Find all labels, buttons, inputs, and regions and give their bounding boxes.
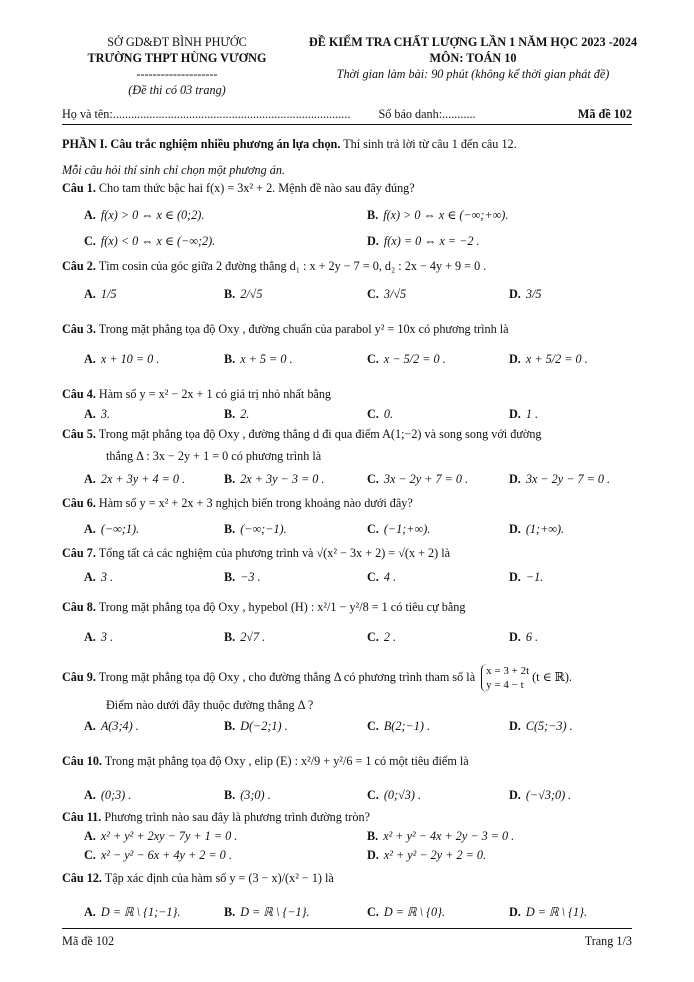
footer: [62, 934, 632, 952]
option-letter: C.: [367, 352, 379, 366]
option-letter: D.: [509, 719, 521, 733]
option-d[interactable]: [509, 785, 571, 805]
option-d[interactable]: [509, 284, 541, 304]
option-text: f(x) = 0 ⇔ x = −2 .: [383, 234, 480, 248]
question-text: Trong mặt phẳng tọa độ Oxy , elip (E) : x²/9 + y²/6 = 1 có một tiêu điểm là: [104, 754, 469, 768]
question-label: Câu 12.: [62, 871, 102, 885]
option-text: 3/5: [525, 287, 542, 301]
option-text: 1 .: [525, 407, 539, 421]
question-2: [62, 259, 642, 274]
question-label: Câu 10.: [62, 754, 102, 768]
option-c[interactable]: [367, 404, 393, 424]
option-text: (0;√3) .: [383, 788, 422, 802]
option-a[interactable]: [84, 519, 139, 539]
option-c[interactable]: [367, 567, 396, 587]
footer-page: Trang 1/3: [584, 934, 632, 948]
option-letter: C.: [367, 407, 379, 421]
options-row: [62, 716, 642, 740]
options-row: [62, 902, 642, 926]
option-a[interactable]: [84, 826, 237, 846]
option-text: D = ℝ \ {−1}.: [240, 905, 310, 919]
param-eq-y: y = 4 − t: [486, 679, 524, 691]
option-letter: B.: [224, 407, 236, 421]
name-field[interactable]: ..............................................................................: [112, 107, 351, 121]
option-text: 2/√5: [240, 287, 263, 301]
header-rule: [62, 124, 632, 125]
option-text: (−∞;−1).: [240, 522, 287, 536]
footer-code: Mã đề 102: [62, 934, 115, 948]
question-label: Câu 3.: [62, 322, 96, 336]
option-text: f(x) < 0 ⇔ x ∈ (−∞;2).: [100, 234, 216, 248]
option-letter: D.: [367, 234, 379, 248]
exam-code: Mã đề 102: [577, 107, 632, 121]
options-row: [62, 404, 642, 428]
option-b[interactable]: [224, 567, 261, 587]
option-text: 3 .: [100, 630, 114, 644]
name-label: Họ và tên:: [62, 107, 113, 121]
option-text: x² − y² − 6x + 4y + 2 = 0 .: [100, 848, 232, 862]
header-left: [62, 34, 292, 98]
question-4: [62, 387, 642, 402]
option-c[interactable]: [84, 845, 232, 865]
option-letter: B.: [224, 788, 236, 802]
options-row: [62, 231, 642, 255]
question-11: [62, 810, 642, 825]
question-label: Câu 5.: [62, 427, 96, 441]
option-text: (1;+∞).: [525, 522, 565, 536]
option-text: f(x) > 0 ⇔ x ∈ (−∞;+∞).: [383, 208, 509, 222]
option-text: C(5;−3) .: [525, 719, 573, 733]
id-label: Số báo danh:: [378, 107, 443, 121]
question-text: Tìm cosin của góc giữa 2 đường thẳng d₁ : x + 2y − 7 = 0, d₂ : 2x − 4y + 9 = 0 .: [98, 259, 487, 273]
option-b[interactable]: [367, 826, 514, 846]
option-letter: D.: [509, 352, 521, 366]
question-text: Trong mặt phẳng tọa độ Oxy , hypebol (H) : x²/1 − y²/8 = 1 có tiêu cự bằng: [98, 600, 466, 614]
header-dashes: --------------------: [136, 67, 218, 81]
option-text: 6 .: [525, 630, 539, 644]
option-letter: B.: [224, 570, 236, 584]
question-text: Phương trình nào sau đây là phương trình đường tròn?: [104, 810, 370, 824]
option-a[interactable]: [84, 404, 110, 424]
option-b[interactable]: [224, 349, 293, 369]
option-b[interactable]: [224, 469, 324, 489]
question-text-continued: thẳng Δ : 3x − 2y + 1 = 0 có phương trình là: [106, 449, 322, 463]
option-text: 2√7 .: [240, 630, 266, 644]
question-label: Câu 11.: [62, 810, 102, 824]
option-letter: C.: [367, 630, 379, 644]
option-letter: D.: [509, 407, 521, 421]
option-text: 2x + 3y + 4 = 0 .: [100, 472, 186, 486]
option-text: 3x − 2y − 7 = 0 .: [525, 472, 611, 486]
options-row: [62, 567, 642, 591]
options-row: [62, 349, 642, 373]
question-label: Câu 4.: [62, 387, 96, 401]
option-letter: A.: [84, 208, 96, 222]
option-d[interactable]: [509, 469, 610, 489]
option-a[interactable]: [84, 205, 204, 225]
pages-note: (Đề thi có 03 trang): [128, 83, 226, 97]
option-letter: D.: [509, 570, 521, 584]
option-text: −3 .: [240, 570, 261, 584]
option-letter: A.: [84, 407, 96, 421]
question-label: Câu 8.: [62, 600, 96, 614]
option-letter: A.: [84, 522, 96, 536]
option-text: 0.: [383, 407, 393, 421]
option-d[interactable]: [367, 845, 486, 865]
option-letter: A.: [84, 905, 96, 919]
footer-rule: [62, 928, 632, 929]
option-b[interactable]: [224, 627, 265, 647]
options-row: [62, 627, 642, 651]
question-text: Tập xác định của hàm số y = (3 − x)/(x² − 1) là: [104, 871, 334, 885]
option-text: x + 10 = 0 .: [100, 352, 160, 366]
question-text: Trong mặt phẳng tọa độ Oxy , cho đường thẳng Δ có phương trình tham số là: [98, 669, 476, 684]
id-field[interactable]: ...........: [442, 107, 476, 121]
option-text: 2 .: [383, 630, 397, 644]
option-letter: C.: [84, 234, 96, 248]
option-text: x + 5 = 0 .: [240, 352, 293, 366]
option-letter: A.: [84, 472, 96, 486]
option-letter: B.: [224, 522, 236, 536]
option-text: 3 .: [100, 570, 114, 584]
option-letter: D.: [509, 287, 521, 301]
option-text: D = ℝ \ {1}.: [525, 905, 587, 919]
question-label: Câu 6.: [62, 496, 96, 510]
option-text: x² + y² − 2y + 2 = 0.: [383, 848, 486, 862]
question-text: Trong mặt phẳng tọa độ Oxy , đường chuẩn của parabol y² = 10x có phương trình là: [98, 322, 509, 336]
question-5: [62, 427, 642, 442]
option-c[interactable]: [367, 349, 446, 369]
option-c[interactable]: [367, 284, 406, 304]
option-letter: A.: [84, 630, 96, 644]
option-letter: B.: [224, 287, 236, 301]
option-c[interactable]: [367, 519, 430, 539]
options-row: [62, 519, 642, 543]
option-d[interactable]: [509, 519, 564, 539]
question-text: Hàm số y = x² − 2x + 1 có giá trị nhỏ nhất bằng: [98, 387, 332, 401]
option-d[interactable]: [367, 231, 480, 251]
option-letter: B.: [224, 630, 236, 644]
option-text: (−√3;0) .: [525, 788, 572, 802]
option-text: x² + y² − 4x + 2y − 3 = 0 .: [383, 829, 515, 843]
option-letter: B.: [367, 208, 379, 222]
option-a[interactable]: [84, 716, 139, 736]
option-letter: D.: [509, 788, 521, 802]
option-text: 3x − 2y + 7 = 0 .: [383, 472, 469, 486]
option-letter: C.: [367, 570, 379, 584]
question-8: [62, 600, 642, 615]
option-letter: C.: [367, 522, 379, 536]
question-7: [62, 546, 642, 561]
param-domain: (t ∈ ℝ).: [532, 669, 572, 684]
option-letter: D.: [509, 630, 521, 644]
option-b[interactable]: [224, 785, 271, 805]
question-text: Hàm số y = x² + 2x + 3 nghịch biến trong khoảng nào dưới đây?: [98, 496, 413, 510]
option-b[interactable]: [224, 519, 287, 539]
option-c[interactable]: [367, 627, 396, 647]
question-3: [62, 322, 642, 337]
option-text: D = ℝ \ {0}.: [383, 905, 445, 919]
question-text: Cho tam thức bậc hai f(x) = 3x² + 2. Mệnh đề nào sau đây đúng?: [98, 181, 415, 195]
option-c[interactable]: [367, 902, 445, 922]
option-letter: A.: [84, 287, 96, 301]
question-text-continued: Điểm nào dưới đây thuộc đường thẳng Δ ?: [106, 698, 314, 712]
option-text: x² + y² + 2xy − 7y + 1 = 0 .: [100, 829, 238, 843]
option-letter: D.: [367, 848, 379, 862]
department: SỞ GD&ĐT BÌNH PHƯỚC: [107, 35, 247, 49]
option-text: 3.: [100, 407, 110, 421]
question-label: Câu 7.: [62, 546, 96, 560]
option-letter: D.: [509, 522, 521, 536]
option-letter: C.: [367, 905, 379, 919]
option-d[interactable]: [509, 349, 588, 369]
part1-note: Mỗi câu hỏi thí sinh chỉ chọn một phương án.: [62, 163, 286, 177]
option-letter: C.: [367, 719, 379, 733]
question-12: [62, 871, 642, 886]
option-text: 2.: [240, 407, 250, 421]
option-text: x + 5/2 = 0 .: [525, 352, 588, 366]
header-right: [278, 34, 668, 82]
question-10: [62, 754, 642, 769]
question-label: Câu 9.: [62, 669, 96, 684]
option-letter: B.: [224, 472, 236, 486]
question-9: [62, 664, 642, 692]
option-text: 3/√5: [383, 287, 407, 301]
option-text: (−∞;1).: [100, 522, 140, 536]
option-a[interactable]: [84, 284, 116, 304]
question-6: [62, 496, 642, 511]
option-text: −1.: [525, 570, 544, 584]
exam-title: ĐỀ KIỂM TRA CHẤT LƯỢNG LẦN 1 NĂM HỌC 2023 -2024: [308, 35, 638, 49]
option-letter: B.: [224, 905, 236, 919]
options-row: [62, 845, 642, 869]
options-row: [62, 205, 642, 229]
options-row: [62, 785, 642, 809]
option-text: D(−2;1) .: [240, 719, 288, 733]
option-text: (0;3) .: [100, 788, 132, 802]
question-label: Câu 1.: [62, 181, 96, 195]
option-text: 2x + 3y − 3 = 0 .: [240, 472, 325, 486]
option-d[interactable]: [509, 716, 573, 736]
option-letter: A.: [84, 788, 96, 802]
question-text: Trong mặt phẳng tọa độ Oxy , đường thẳng d đi qua điểm A(1;−2) và song song với đường: [98, 427, 542, 441]
option-text: B(2;−1) .: [383, 719, 430, 733]
option-letter: B.: [367, 829, 379, 843]
option-text: A(3;4) .: [100, 719, 139, 733]
option-c[interactable]: [84, 231, 215, 251]
option-b[interactable]: [224, 284, 262, 304]
option-a[interactable]: [84, 627, 113, 647]
option-text: 4 .: [383, 570, 397, 584]
option-text: f(x) > 0 ⇔ x ∈ (0;2).: [100, 208, 205, 222]
option-letter: C.: [84, 848, 96, 862]
subject: MÔN: TOÁN 10: [429, 51, 517, 65]
question-text: Tổng tất cả các nghiệm của phương trình và √(x² − 3x + 2) = √(x + 2) là: [98, 546, 451, 560]
option-b[interactable]: [224, 716, 288, 736]
option-a[interactable]: [84, 349, 159, 369]
option-letter: C.: [367, 472, 379, 486]
option-text: (3;0) .: [240, 788, 271, 802]
option-b[interactable]: [224, 902, 310, 922]
options-row: [62, 284, 642, 308]
option-d[interactable]: [509, 627, 538, 647]
option-text: D = ℝ \ {1;−1}.: [100, 905, 181, 919]
option-letter: A.: [84, 570, 96, 584]
student-info-line: [62, 106, 632, 122]
option-letter: B.: [224, 719, 236, 733]
question-1: [62, 181, 642, 196]
question-label: Câu 2.: [62, 259, 96, 273]
option-text: 1/5: [100, 287, 117, 301]
option-letter: A.: [84, 829, 96, 843]
option-letter: C.: [367, 287, 379, 301]
option-d[interactable]: [509, 902, 587, 922]
option-letter: D.: [509, 472, 521, 486]
option-letter: A.: [84, 352, 96, 366]
option-d[interactable]: [509, 567, 543, 587]
option-text: (−1;+∞).: [383, 522, 431, 536]
option-letter: B.: [224, 352, 236, 366]
option-c[interactable]: [367, 469, 468, 489]
option-c[interactable]: [367, 785, 421, 805]
option-a[interactable]: [84, 902, 180, 922]
part1-title: PHẦN I. Câu trắc nghiệm nhiều phương án lựa chọn. Thí sinh trả lời từ câu 1 đến câu 12.: [62, 137, 517, 151]
option-b[interactable]: [367, 205, 508, 225]
option-a[interactable]: [84, 469, 185, 489]
option-letter: C.: [367, 788, 379, 802]
option-d[interactable]: [509, 404, 538, 424]
option-letter: D.: [509, 905, 521, 919]
options-row: [62, 469, 642, 493]
school-name: TRƯỜNG THPT HÙNG VƯƠNG: [87, 51, 267, 65]
option-letter: A.: [84, 719, 96, 733]
option-b[interactable]: [224, 404, 249, 424]
option-c[interactable]: [367, 716, 430, 736]
param-eq-x: x = 3 + 2t: [486, 665, 530, 677]
option-a[interactable]: [84, 785, 131, 805]
option-text: x − 5/2 = 0 .: [383, 352, 446, 366]
option-a[interactable]: [84, 567, 113, 587]
parametric-system: [481, 664, 529, 692]
time-note: Thời gian làm bài: 90 phút (không kể thời gian phát đề): [336, 67, 610, 81]
